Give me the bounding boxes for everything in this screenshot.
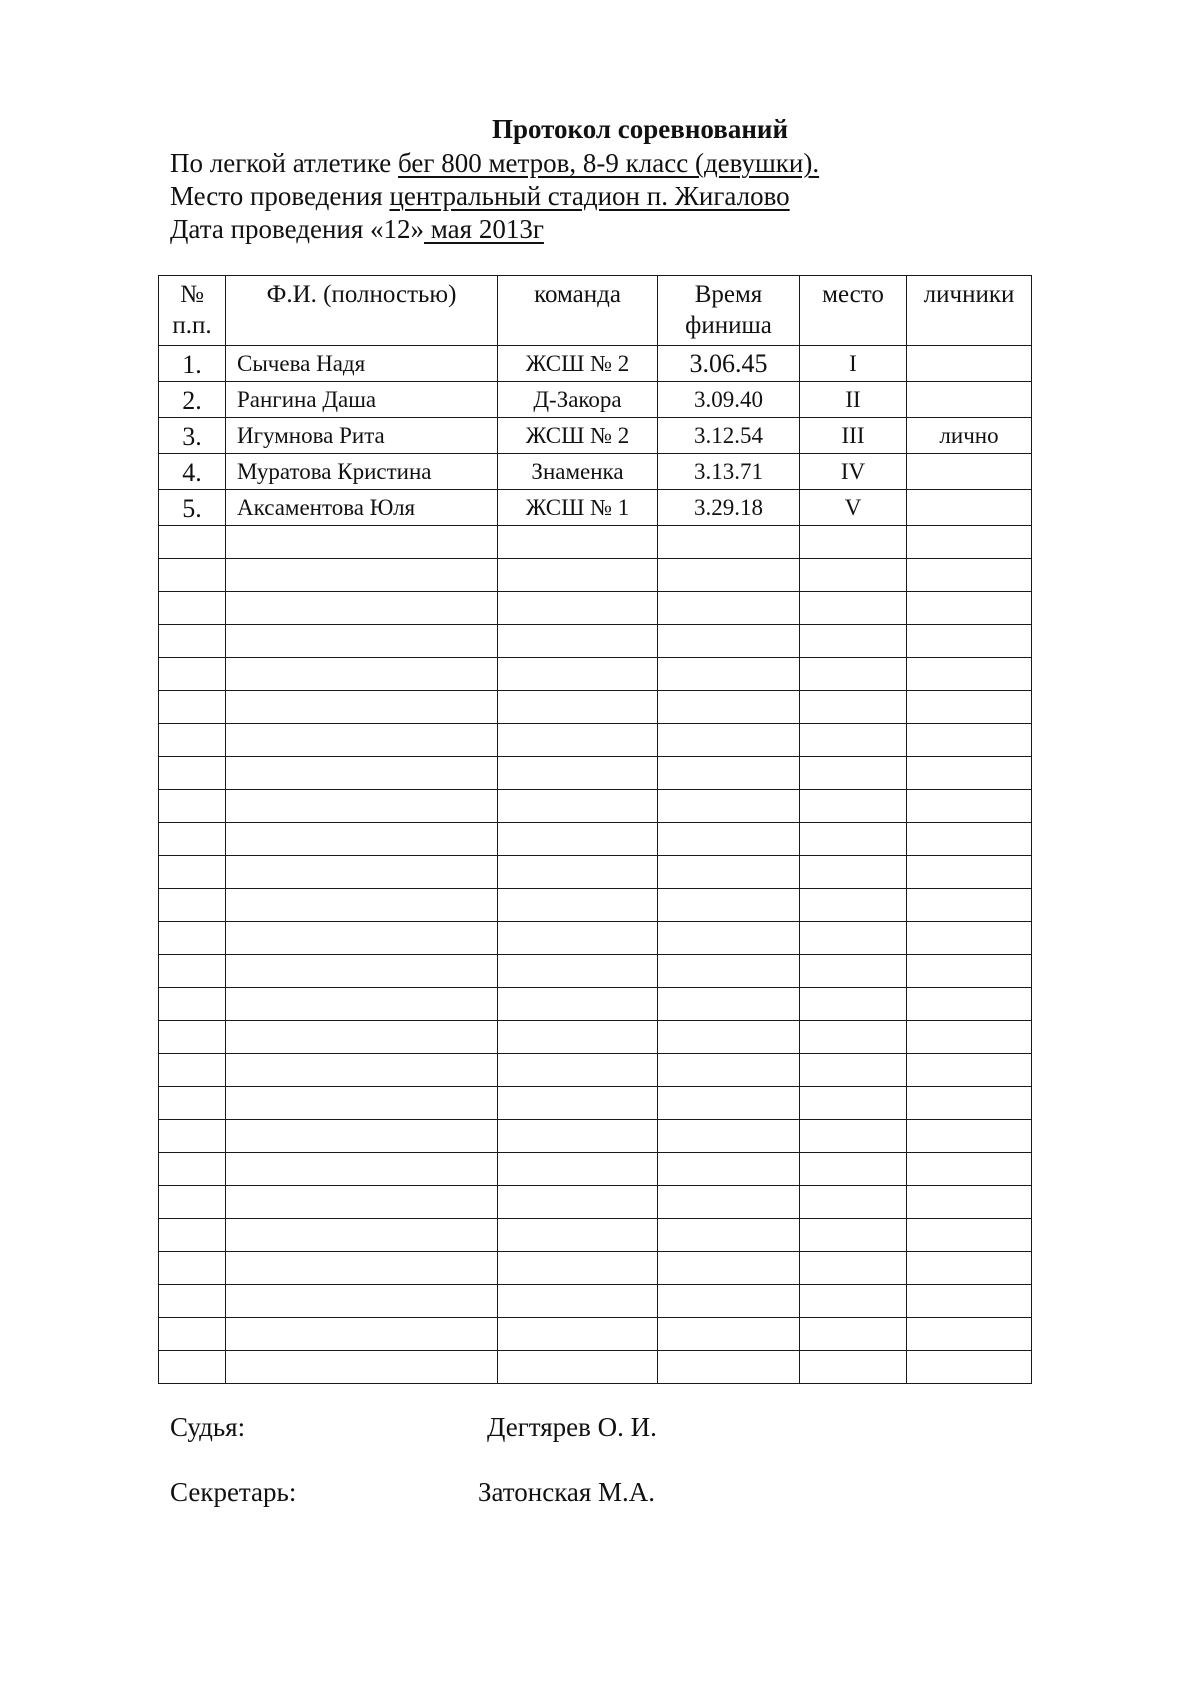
cell-place (800, 1120, 907, 1153)
empty-table-row (159, 922, 1032, 955)
cell-name (226, 526, 498, 559)
cell-name (226, 625, 498, 658)
cell-team (498, 889, 658, 922)
cell-time (658, 658, 800, 691)
discipline-line (170, 146, 819, 180)
cell-place (800, 757, 907, 790)
cell-number (159, 1186, 226, 1219)
cell-time (658, 1219, 800, 1252)
cell-time (658, 1153, 800, 1186)
venue-label: Место проведения (170, 181, 390, 211)
cell-personal (907, 454, 1032, 490)
empty-table-row (159, 1153, 1032, 1186)
cell-team (498, 592, 658, 625)
header-number: № п.п. (159, 276, 226, 346)
cell-name (226, 658, 498, 691)
document-title: Протокол соревнований (491, 114, 788, 144)
cell-personal (907, 592, 1032, 625)
cell-personal (907, 724, 1032, 757)
results-table (158, 275, 1032, 1384)
cell-time (658, 1285, 800, 1318)
cell-number (159, 1252, 226, 1285)
cell-number (159, 1021, 226, 1054)
cell-time: 3.12.54 (658, 418, 800, 454)
cell-name (226, 1120, 498, 1153)
cell-team (498, 790, 658, 823)
cell-number (159, 1351, 226, 1384)
cell-number (159, 1120, 226, 1153)
cell-time: 3.29.18 (658, 490, 800, 526)
table-body (159, 346, 1032, 1384)
cell-number (159, 658, 226, 691)
cell-personal (907, 1120, 1032, 1153)
cell-number (159, 988, 226, 1021)
empty-table-row (159, 1054, 1032, 1087)
cell-number: 5. (159, 490, 226, 526)
cell-place (800, 823, 907, 856)
cell-personal (907, 1252, 1032, 1285)
cell-place (800, 988, 907, 1021)
cell-personal (907, 625, 1032, 658)
cell-personal (907, 955, 1032, 988)
cell-place (800, 790, 907, 823)
cell-name: Сычева Надя (226, 346, 498, 382)
empty-table-row (159, 658, 1032, 691)
cell-time (658, 1252, 800, 1285)
cell-time (658, 724, 800, 757)
cell-number (159, 757, 226, 790)
cell-name (226, 1318, 498, 1351)
cell-time (658, 1186, 800, 1219)
cell-time (658, 691, 800, 724)
cell-name: Муратова Кристина (226, 454, 498, 490)
cell-name: Рангина Даша (226, 382, 498, 418)
cell-team (498, 1120, 658, 1153)
cell-number (159, 1219, 226, 1252)
cell-team (498, 526, 658, 559)
cell-number (159, 1054, 226, 1087)
secretary-label: Секретарь: (170, 1477, 297, 1507)
cell-time: 3.13.71 (658, 454, 800, 490)
cell-name (226, 1351, 498, 1384)
header-finish-time: Время финиша (658, 276, 800, 346)
cell-personal (907, 757, 1032, 790)
cell-place (800, 559, 907, 592)
cell-team (498, 955, 658, 988)
cell-number (159, 625, 226, 658)
cell-team: Д-Закора (498, 382, 658, 418)
cell-place: IV (800, 454, 907, 490)
cell-personal (907, 526, 1032, 559)
cell-place (800, 658, 907, 691)
empty-table-row (159, 1120, 1032, 1153)
cell-place (800, 1054, 907, 1087)
cell-personal (907, 790, 1032, 823)
cell-place (800, 1219, 907, 1252)
empty-table-row (159, 724, 1032, 757)
cell-time (658, 955, 800, 988)
cell-team (498, 691, 658, 724)
table-header-row (159, 276, 1032, 346)
cell-team (498, 1318, 658, 1351)
cell-personal (907, 382, 1032, 418)
table-row (159, 346, 1032, 382)
cell-name (226, 1021, 498, 1054)
cell-place (800, 922, 907, 955)
cell-time (658, 988, 800, 1021)
cell-personal (907, 1351, 1032, 1384)
cell-time (658, 1120, 800, 1153)
header-personal: личники (907, 276, 1032, 346)
date-label: Дата проведения «12» (170, 214, 425, 244)
cell-place (800, 592, 907, 625)
cell-number: 2. (159, 382, 226, 418)
cell-name (226, 724, 498, 757)
table-row (159, 382, 1032, 418)
cell-place (800, 856, 907, 889)
cell-place (800, 1186, 907, 1219)
empty-table-row (159, 625, 1032, 658)
cell-number (159, 955, 226, 988)
cell-place (800, 724, 907, 757)
table-row (159, 490, 1032, 526)
cell-time (658, 823, 800, 856)
cell-place (800, 1087, 907, 1120)
cell-team (498, 1054, 658, 1087)
cell-time (658, 559, 800, 592)
venue-line (170, 179, 790, 213)
cell-number (159, 823, 226, 856)
discipline-label: По легкой атлетике (170, 148, 399, 178)
cell-team (498, 922, 658, 955)
cell-name (226, 856, 498, 889)
judge-name: Дегтярев О. И. (487, 1412, 657, 1442)
cell-name (226, 889, 498, 922)
cell-name (226, 559, 498, 592)
empty-table-row (159, 790, 1032, 823)
cell-number (159, 1318, 226, 1351)
empty-table-row (159, 856, 1032, 889)
cell-time (658, 1021, 800, 1054)
cell-place (800, 955, 907, 988)
cell-name (226, 823, 498, 856)
empty-table-row (159, 691, 1032, 724)
cell-team (498, 559, 658, 592)
empty-table-row (159, 1219, 1032, 1252)
cell-number (159, 592, 226, 625)
cell-number: 4. (159, 454, 226, 490)
cell-personal (907, 1318, 1032, 1351)
judge-label: Судья: (170, 1412, 246, 1442)
cell-name (226, 1219, 498, 1252)
cell-team: ЖСШ № 2 (498, 346, 658, 382)
cell-place (800, 1021, 907, 1054)
cell-place (800, 1285, 907, 1318)
cell-name (226, 1285, 498, 1318)
cell-personal (907, 1219, 1032, 1252)
cell-team (498, 1285, 658, 1318)
cell-time (658, 1054, 800, 1087)
cell-personal: лично (907, 418, 1032, 454)
empty-table-row (159, 1351, 1032, 1384)
cell-team: ЖСШ № 1 (498, 490, 658, 526)
cell-personal (907, 1087, 1032, 1120)
cell-number (159, 790, 226, 823)
empty-table-row (159, 823, 1032, 856)
table-row (159, 418, 1032, 454)
cell-name (226, 1153, 498, 1186)
cell-place (800, 1318, 907, 1351)
empty-table-row (159, 1318, 1032, 1351)
cell-name (226, 1054, 498, 1087)
cell-time (658, 922, 800, 955)
cell-time (658, 1318, 800, 1351)
cell-place (800, 889, 907, 922)
cell-team (498, 1153, 658, 1186)
cell-team (498, 988, 658, 1021)
cell-team (498, 1252, 658, 1285)
cell-personal (907, 346, 1032, 382)
empty-table-row (159, 559, 1032, 592)
cell-time (658, 1351, 800, 1384)
cell-personal (907, 823, 1032, 856)
cell-time: 3.06.45 (658, 346, 800, 382)
date-line (170, 212, 544, 246)
cell-name (226, 790, 498, 823)
header-place: место (800, 276, 907, 346)
empty-table-row (159, 1087, 1032, 1120)
empty-table-row (159, 988, 1032, 1021)
empty-table-row (159, 889, 1032, 922)
cell-team (498, 757, 658, 790)
cell-personal (907, 1153, 1032, 1186)
cell-number (159, 559, 226, 592)
empty-table-row (159, 1021, 1032, 1054)
cell-time: 3.09.40 (658, 382, 800, 418)
cell-team (498, 1186, 658, 1219)
cell-number: 1. (159, 346, 226, 382)
header-team: команда (498, 276, 658, 346)
cell-team (498, 1219, 658, 1252)
cell-team: ЖСШ № 2 (498, 418, 658, 454)
cell-place: III (800, 418, 907, 454)
venue-value: центральный стадион п. Жигалово (389, 181, 790, 211)
cell-time (658, 757, 800, 790)
cell-name: Аксаментова Юля (226, 490, 498, 526)
cell-team (498, 1021, 658, 1054)
cell-time (658, 790, 800, 823)
cell-time (658, 1087, 800, 1120)
cell-time (658, 592, 800, 625)
cell-team: Знаменка (498, 454, 658, 490)
empty-table-row (159, 757, 1032, 790)
cell-place: II (800, 382, 907, 418)
cell-team (498, 658, 658, 691)
cell-team (498, 625, 658, 658)
cell-name (226, 592, 498, 625)
cell-personal (907, 922, 1032, 955)
cell-time (658, 889, 800, 922)
cell-personal (907, 1186, 1032, 1219)
empty-table-row (159, 526, 1032, 559)
cell-number (159, 856, 226, 889)
cell-team (498, 724, 658, 757)
cell-personal (907, 1021, 1032, 1054)
empty-table-row (159, 1285, 1032, 1318)
cell-number (159, 526, 226, 559)
discipline-value: бег 800 метров, 8-9 класс (девушки). (398, 148, 820, 178)
cell-number (159, 1153, 226, 1186)
cell-number (159, 889, 226, 922)
cell-team (498, 1351, 658, 1384)
cell-place: V (800, 490, 907, 526)
cell-number (159, 1285, 226, 1318)
cell-name (226, 757, 498, 790)
cell-team (498, 1087, 658, 1120)
header-full-name: Ф.И. (полностью) (226, 276, 498, 346)
cell-team (498, 856, 658, 889)
cell-personal (907, 988, 1032, 1021)
cell-place (800, 1252, 907, 1285)
cell-time (658, 856, 800, 889)
empty-table-row (159, 592, 1032, 625)
cell-name (226, 1252, 498, 1285)
cell-personal (907, 691, 1032, 724)
cell-name (226, 988, 498, 1021)
cell-personal (907, 1285, 1032, 1318)
cell-number (159, 1087, 226, 1120)
cell-place (800, 625, 907, 658)
empty-table-row (159, 955, 1032, 988)
cell-name (226, 922, 498, 955)
cell-personal (907, 658, 1032, 691)
cell-place (800, 526, 907, 559)
cell-personal (907, 559, 1032, 592)
cell-personal (907, 490, 1032, 526)
cell-time (658, 625, 800, 658)
cell-time (658, 526, 800, 559)
cell-number (159, 724, 226, 757)
cell-team (498, 823, 658, 856)
cell-personal (907, 856, 1032, 889)
cell-place (800, 1153, 907, 1186)
cell-place (800, 1351, 907, 1384)
date-value: мая 2013г (424, 214, 544, 244)
cell-number: 3. (159, 418, 226, 454)
cell-name (226, 955, 498, 988)
cell-name (226, 691, 498, 724)
cell-personal (907, 1054, 1032, 1087)
cell-number (159, 691, 226, 724)
cell-personal (907, 889, 1032, 922)
cell-place: I (800, 346, 907, 382)
cell-name: Игумнова Рита (226, 418, 498, 454)
secretary-name: Затонская М.А. (478, 1477, 656, 1507)
cell-place (800, 691, 907, 724)
cell-number (159, 922, 226, 955)
empty-table-row (159, 1186, 1032, 1219)
table-row (159, 454, 1032, 490)
empty-table-row (159, 1252, 1032, 1285)
cell-name (226, 1087, 498, 1120)
cell-name (226, 1186, 498, 1219)
